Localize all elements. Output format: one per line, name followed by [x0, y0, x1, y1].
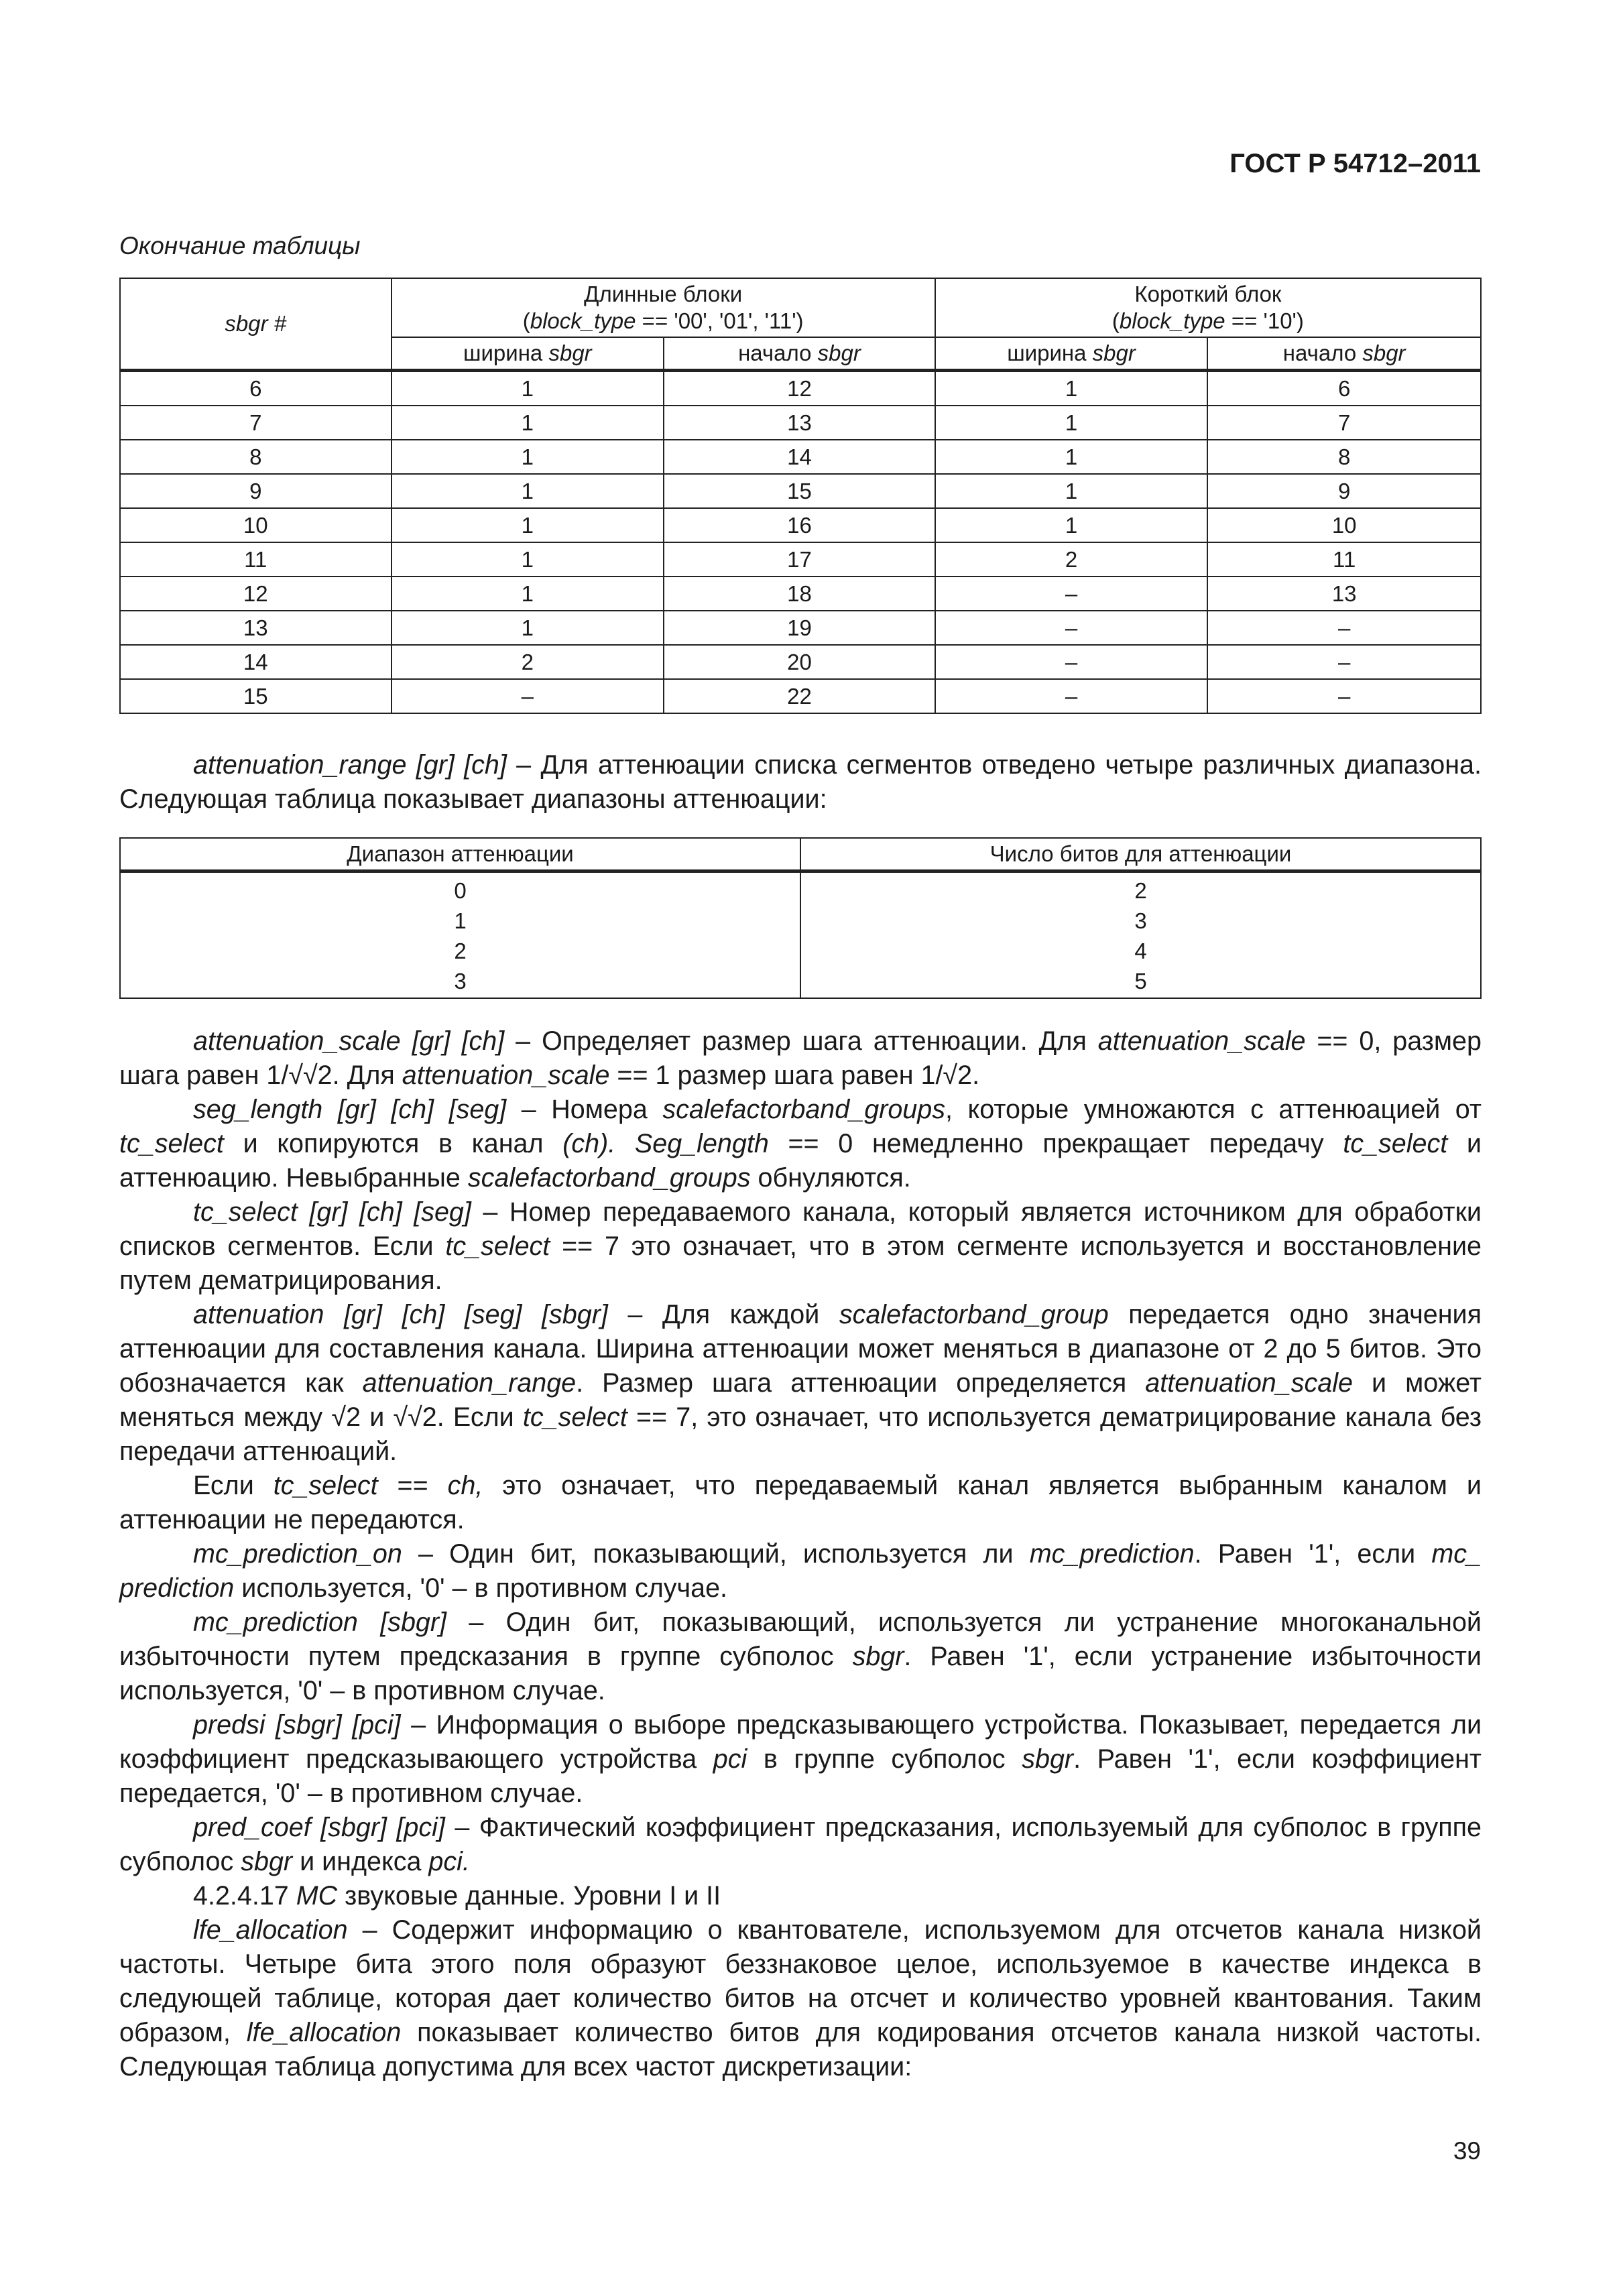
table-cell: 1 [392, 508, 664, 542]
italic-term: attenuation [gr] [ch] [seg] [sbgr] [193, 1300, 608, 1329]
italic-term: ch, [447, 1471, 483, 1500]
italic-term: pred_coef [sbgr] [pci] [193, 1813, 445, 1842]
italic-term: mc_prediction_on [193, 1539, 402, 1569]
text-run: в группе субполос [747, 1744, 1022, 1774]
table-cell: – [935, 611, 1208, 645]
header-long-blocks: Длинные блоки (block_type == '00', '01', '11') [392, 278, 935, 337]
table-cell: 15 [120, 679, 392, 713]
table-row [120, 474, 1481, 508]
paragraph [119, 1913, 1482, 2084]
header-short-block: Короткий блок (block_type == '10') [935, 278, 1481, 337]
table-cell: 1 [935, 406, 1208, 440]
text-run: == 0 немедленно прекращает передачу [768, 1129, 1343, 1158]
text-run: и аттенюацию. Невыбранные [119, 1129, 1482, 1193]
paragraph [119, 1708, 1482, 1811]
text-run: . Размер шага аттенюации определяется [576, 1368, 1146, 1398]
attenuation-range-table [119, 837, 1482, 999]
text-run: показывает количество битов для кодирования отсчетов канала низкой частоты. Следующая таблица допустима для всех частот дискретизации: [119, 2018, 1482, 2081]
table-row [120, 577, 1481, 611]
table-cell: 2 [392, 645, 664, 679]
italic-term: sbgr [852, 1642, 904, 1671]
table-cell: 6 [120, 371, 392, 406]
table-cell: 15 [664, 474, 935, 508]
table-cell: 9 [120, 474, 392, 508]
text-run: == [377, 1471, 448, 1500]
table-cell: 1 [392, 577, 664, 611]
italic-term: tc_select [522, 1402, 627, 1432]
text-run: . Равен '1', если коэффициент передается, '0' – в противном случае. [119, 1744, 1482, 1808]
italic-term: lfe_allocation [246, 2018, 402, 2047]
italic-term: tc_select [119, 1129, 224, 1158]
italic-term: mc_prediction [sbgr] [193, 1608, 447, 1637]
document-id: ГОСТ Р 54712–2011 [1229, 149, 1481, 178]
text-run: это означает, что передаваемый канал является выбранным каналом и аттенюации не передаются. [119, 1471, 1482, 1534]
text-block-1 [119, 748, 1482, 817]
table-cell: 7 [120, 406, 392, 440]
table-cell: 1 [392, 611, 664, 645]
table-cell: 16 [664, 508, 935, 542]
paragraph [119, 1298, 1482, 1469]
table-cell: 22 [664, 679, 935, 713]
table-cell: 7 [1207, 406, 1481, 440]
table-cell: 1 [935, 508, 1208, 542]
italic-term: sbgr [817, 341, 861, 365]
italic-term: pci. [428, 1847, 470, 1876]
table-row [120, 542, 1481, 577]
italic-term: sbgr [548, 341, 592, 365]
italic-term: attenuation_range [gr] [ch] [193, 750, 507, 780]
italic-term: scalefactorband_groups [662, 1095, 945, 1124]
subheader-short-start: начало sbgr [1207, 337, 1481, 371]
paragraph [119, 1024, 1482, 1093]
italic-term: predsi [sbgr] [pci] [193, 1710, 401, 1740]
text-run: – Для аттенюации списка сегментов отведено четыре различных диапазона. Следующая таблица показывает диапазоны аттенюации: [119, 750, 1482, 814]
text-run: – Один бит, показывающий, используется ли устранение многоканальной избыточности путем предсказания в группе субполос [119, 1608, 1482, 1671]
table-row [120, 679, 1481, 713]
italic-term: scalefactorband_groups [467, 1163, 751, 1193]
table-row [120, 440, 1481, 474]
table-cell: 12 [120, 577, 392, 611]
paragraph [119, 1606, 1482, 1708]
text-run: – Определяет размер шага аттенюации. Для [504, 1026, 1098, 1056]
table-value: 5 [1134, 969, 1147, 993]
text-run: и индекса [292, 1847, 429, 1876]
text-run: и копируются в канал [223, 1129, 563, 1158]
table-cell: 18 [664, 577, 935, 611]
italic-term: tc_select [1343, 1129, 1448, 1158]
table-cell: 9 [1207, 474, 1481, 508]
italic-term: sbgr [241, 1847, 293, 1876]
table-cell: – [1207, 611, 1481, 645]
text-block-2 [119, 1024, 1482, 2084]
table-cell: – [392, 679, 664, 713]
text-run: – Номера [506, 1095, 663, 1124]
paragraph [119, 1879, 1482, 1913]
italic-term: seg_length [gr] [ch] [seg] [193, 1095, 507, 1124]
table-row [120, 508, 1481, 542]
subheader-long-start: начало sbgr [664, 337, 935, 371]
table-cell: 13 [664, 406, 935, 440]
table-cell: 14 [120, 645, 392, 679]
text-run: . Равен '1', если устранение избыточности используется, '0' – в противном случае. [119, 1642, 1482, 1705]
italic-term: attenuation_scale [1145, 1368, 1353, 1398]
table-cell: – [935, 679, 1208, 713]
paragraph [119, 1195, 1482, 1298]
italic-term: tc_select [445, 1231, 550, 1261]
italic-term: sbgr [1022, 1744, 1074, 1774]
text-run: , которые умножаются с аттенюацией от [945, 1095, 1482, 1124]
table-cell: 10 [1207, 508, 1481, 542]
text-run: . Равен '1', если [1194, 1539, 1432, 1569]
italic-term: scalefactorband_group [839, 1300, 1109, 1329]
table-cell: 13 [120, 611, 392, 645]
table-value: 3 [1134, 908, 1147, 933]
text-run: == 1 размер шага равен 1/√2. [609, 1061, 980, 1090]
header-sbgr: sbgr # [120, 278, 392, 371]
table-cell: 17 [664, 542, 935, 577]
italic-term: mc_prediction [1029, 1539, 1195, 1569]
table-cell: 14 [664, 440, 935, 474]
table-value: 4 [1134, 939, 1147, 963]
text-run: используется, '0' – в противном случае. [234, 1573, 728, 1603]
table-cell: 13 [1207, 577, 1481, 611]
text-run: – Один бит, показывающий, используется ли [402, 1539, 1030, 1569]
paragraph [119, 1811, 1482, 1879]
attenuation-bits-values [800, 871, 1481, 999]
text-run: звуковые данные. Уровни I и II [337, 1881, 721, 1911]
subheader-short-width: ширина sbgr [935, 337, 1208, 371]
table-cell: 1 [935, 474, 1208, 508]
italic-term: (ch). Seg_length [562, 1129, 769, 1158]
paragraph [119, 1093, 1482, 1195]
italic-term: block_type [530, 308, 636, 333]
text-run: – Содержит информацию о квантователе, используемом для отсчетов канала низкой частоты. Четыре бита этого поля образуют беззнаковое целое, используемое в качестве индекса в следующей таблице, которая дает количество битов на отсчет и количество уровней квантования. Таким образом, [119, 1915, 1482, 2047]
table-value: 0 [454, 878, 467, 903]
table-cell: 10 [120, 508, 392, 542]
text-run: – Номер передаваемого канала, который является источником для обработки списков сегментов. Если [119, 1197, 1482, 1261]
table-cell: 1 [935, 440, 1208, 474]
text-run: обнуляются. [750, 1163, 911, 1193]
paragraph [119, 1469, 1482, 1537]
italic-term: tc_select [gr] [ch] [seg] [193, 1197, 471, 1227]
paragraph [119, 1537, 1482, 1606]
table-cell: 1 [392, 542, 664, 577]
table-cell: 1 [392, 371, 664, 406]
table-cell: 20 [664, 645, 935, 679]
table-caption: Окончание таблицы [119, 232, 361, 259]
text-run: == 7 это означает, что в этом сегменте используется и восстановление путем дематрицирования. [119, 1231, 1482, 1295]
text-run: передается одно значения аттенюации для составления канала. Ширина аттенюации может меняться в диапазоне от 2 до 5 битов. Это обозначается как [119, 1300, 1482, 1398]
text-run: и может меняться между √2 и √√2. Если [119, 1368, 1482, 1432]
table-cell: – [935, 577, 1208, 611]
table-cell: 11 [1207, 542, 1481, 577]
italic-term: sbgr [1362, 341, 1406, 365]
italic-term: attenuation_scale [1097, 1026, 1306, 1056]
italic-term: pci [713, 1744, 747, 1774]
header-attenuation-bits: Число битов для аттенюации [800, 838, 1481, 871]
table-row [120, 371, 1481, 406]
italic-term: MC [296, 1881, 338, 1911]
attenuation-range-values [120, 871, 800, 999]
sbgr-table [119, 278, 1482, 714]
text-run: Если [193, 1471, 274, 1500]
table-cell: 11 [120, 542, 392, 577]
italic-term: sbgr [1092, 341, 1136, 365]
table-cell: 1 [392, 474, 664, 508]
table-row [120, 406, 1481, 440]
text-run: – Фактический коэффициент предсказания, используемый для субполос в группе субполос [119, 1813, 1482, 1876]
long-blocks-subtitle: (block_type == '00', '01', '11') [522, 308, 804, 333]
paragraph [119, 748, 1482, 817]
table-cell: – [935, 645, 1208, 679]
text-run: – Информация о выборе предсказывающего устройства. Показывает, передается ли коэффициент предсказывающего устройства [119, 1710, 1482, 1774]
italic-term: attenuation_scale [gr] [ch] [193, 1026, 505, 1056]
header-attenuation-range: Диапазон аттенюации [120, 838, 800, 871]
table-cell: 8 [120, 440, 392, 474]
table-cell: 19 [664, 611, 935, 645]
table-cell: 2 [935, 542, 1208, 577]
table-value: 3 [454, 969, 467, 993]
table-cell: – [1207, 645, 1481, 679]
table-value: 2 [1134, 878, 1147, 903]
italic-term: mc_ prediction [119, 1539, 1482, 1603]
table-cell: 6 [1207, 371, 1481, 406]
table-value: 1 [454, 908, 467, 933]
text-run: == 7, это означает, что используется дематрицирование канала без передачи аттенюаций. [119, 1402, 1482, 1466]
text-run: == 0, размер шага равен 1/√√2. Для [119, 1026, 1482, 1090]
table-cell: 12 [664, 371, 935, 406]
subheader-long-width: ширина sbgr [392, 337, 664, 371]
table-cell: 8 [1207, 440, 1481, 474]
italic-term: block_type [1119, 308, 1225, 333]
table-row [120, 611, 1481, 645]
text-run: – Для каждой [607, 1300, 839, 1329]
table-cell: – [1207, 679, 1481, 713]
page-number: 39 [1453, 2137, 1481, 2165]
short-block-subtitle: (block_type == '10') [1111, 308, 1304, 333]
table-value: 2 [454, 939, 467, 963]
text-run: 4.2.4.17 [193, 1881, 296, 1911]
italic-term: attenuation_scale [402, 1061, 610, 1090]
table-cell: 1 [392, 406, 664, 440]
table-cell: 1 [935, 371, 1208, 406]
table-cell: 1 [392, 440, 664, 474]
italic-term: tc_select [273, 1471, 378, 1500]
table-row [120, 645, 1481, 679]
italic-term: attenuation_range [362, 1368, 577, 1398]
italic-term: lfe_allocation [193, 1915, 348, 1945]
